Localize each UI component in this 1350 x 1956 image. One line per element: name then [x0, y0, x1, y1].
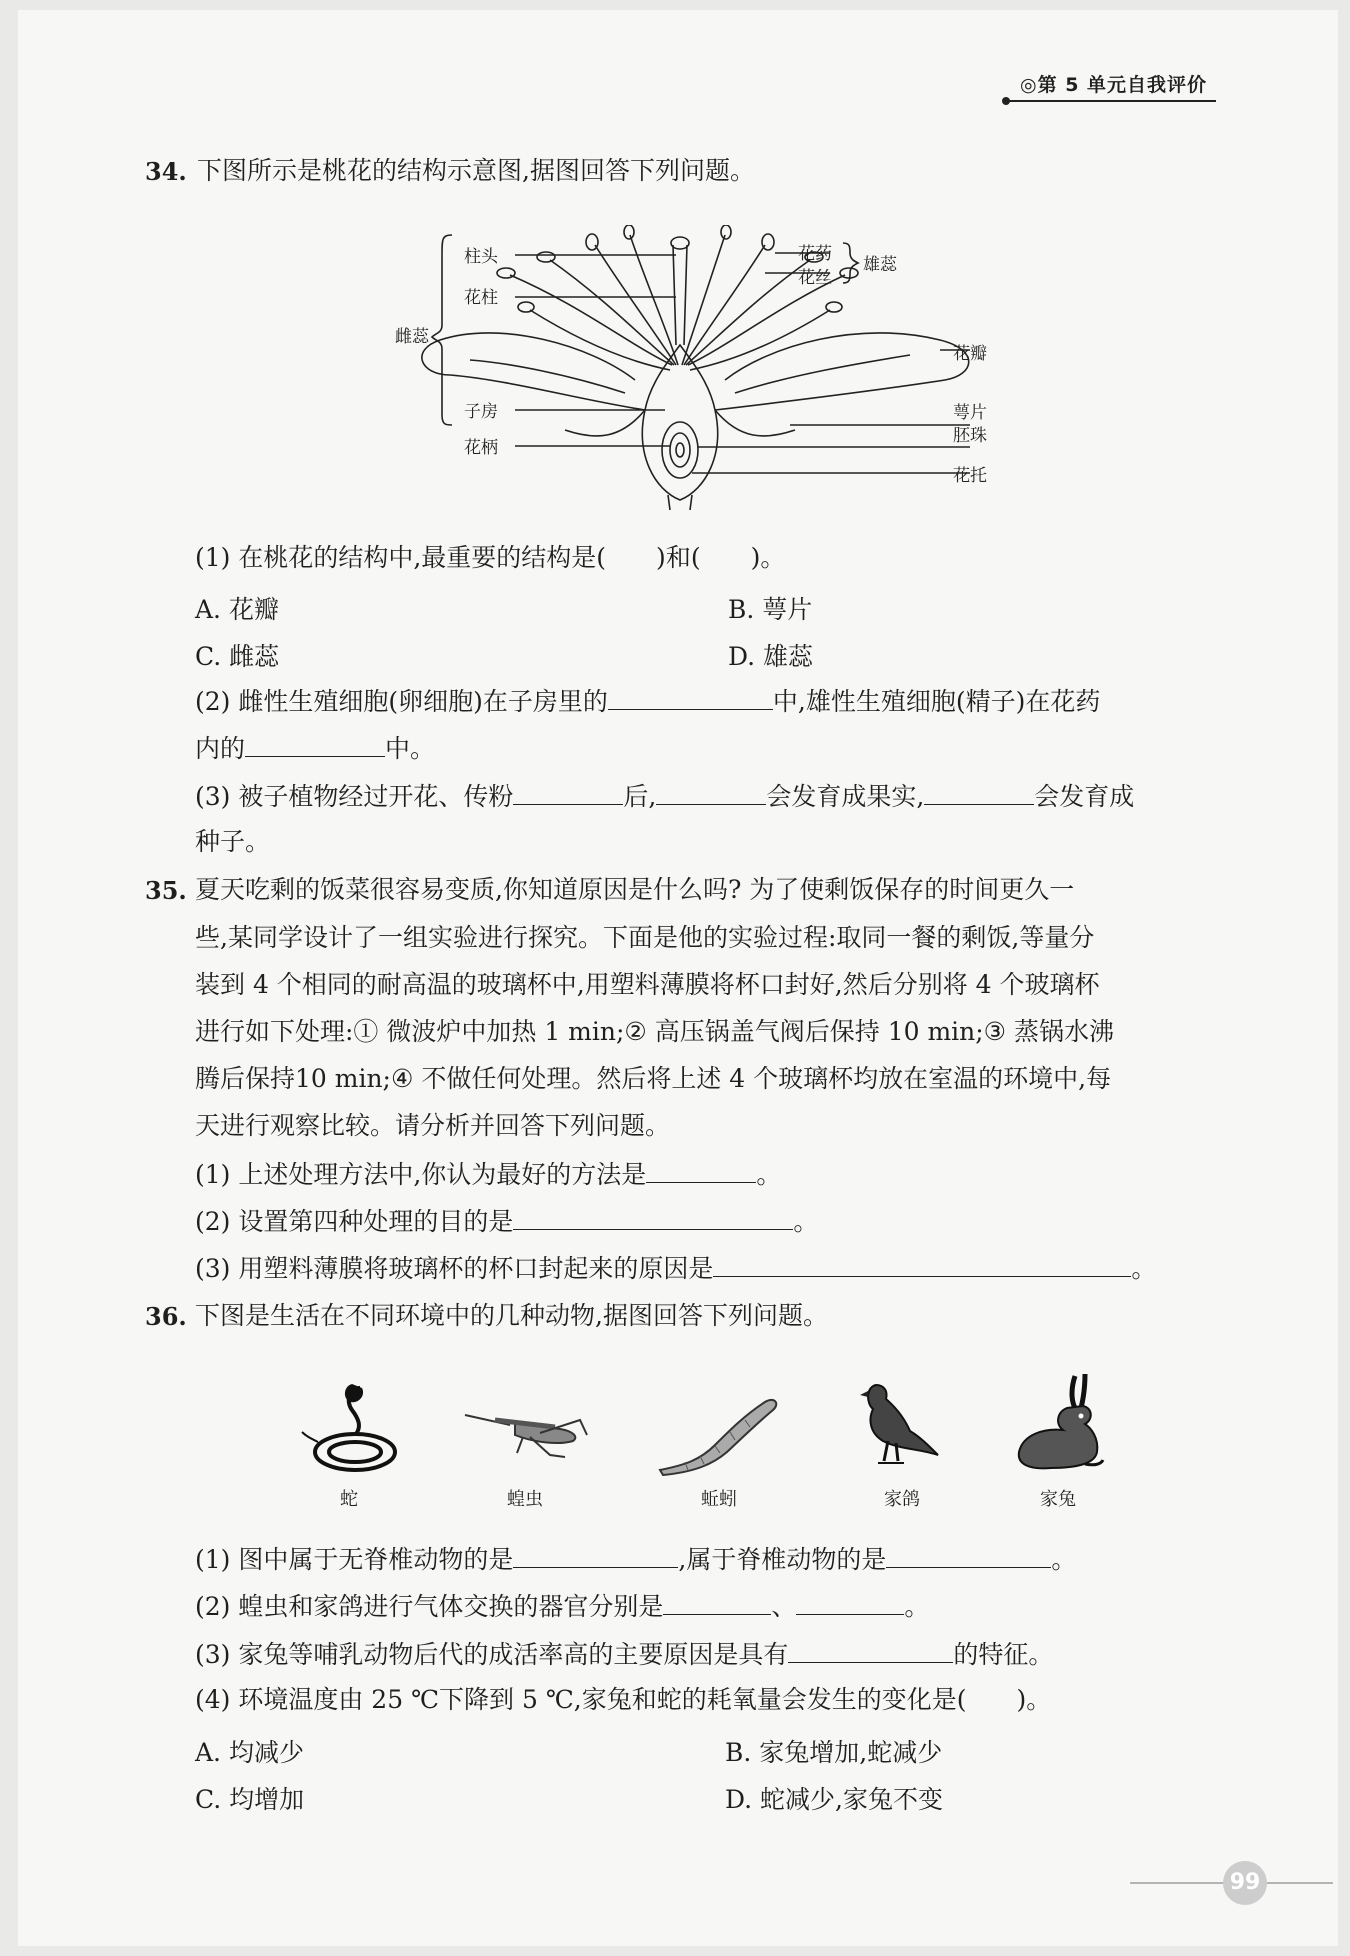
q34-sub2-line1: [195, 687, 1100, 714]
q36-sub3: [195, 1640, 1053, 1667]
animal-label-pigeon: 家鸽: [884, 1489, 920, 1510]
q35-sub3-text: (3) 用塑料薄膜将玻璃杯的杯口封起来的原因是: [195, 1254, 714, 1283]
q34-sub2-text-a: (2) 雌性生殖细胞(卵细胞)在子房里的: [195, 687, 608, 716]
unit-header: ◎第 5 单元自我评价: [1020, 74, 1208, 96]
q35-line: 腾后保持10 min;④ 不做任何处理。然后将上述 4 个玻璃杯均放在室温的环境中,每: [195, 1064, 1112, 1093]
animal-label-snake: 蛇: [340, 1489, 358, 1510]
q36-sub2-text-a: (2) 蝗虫和家鸽进行气体交换的器官分别是: [195, 1592, 664, 1621]
question-34-stem: 下图所示是桃花的结构示意图,据图回答下列问题。: [197, 156, 755, 185]
q34-sub3-text-c: 会发育成果实,: [766, 782, 925, 811]
q34-sub1: (1) 在桃花的结构中,最重要的结构是( )和( )。: [195, 543, 786, 572]
footer-rule-left: [1130, 1882, 1225, 1884]
question-34-number: 34.: [145, 157, 187, 186]
answer-blank[interactable]: [788, 1640, 953, 1663]
answer-blank[interactable]: [513, 782, 623, 805]
answer-blank[interactable]: [886, 1545, 1051, 1568]
q34-option-c: C. 雌蕊: [195, 642, 280, 671]
q36-option-a: A. 均减少: [195, 1738, 304, 1767]
label-stamen: 雄蕊: [863, 255, 897, 275]
q36-option-c: C. 均增加: [195, 1785, 305, 1814]
q36-sub1-text-a: (1) 图中属于无脊椎动物的是: [195, 1545, 514, 1574]
answer-blank[interactable]: [245, 734, 385, 757]
header-rule: [1008, 100, 1216, 102]
q36-sub1-text-b: ,属于脊椎动物的是: [678, 1545, 887, 1574]
animal-label-earthworm: 蚯蚓: [701, 1489, 737, 1510]
pigeon-icon: [848, 1375, 948, 1475]
page-number: 99: [1223, 1861, 1267, 1905]
rabbit-icon: [1005, 1368, 1115, 1478]
q34-option-a: A. 花瓣: [195, 595, 279, 624]
answer-blank[interactable]: [796, 1592, 904, 1615]
q34-sub2-text-d: 中。: [385, 734, 436, 763]
q36-option-d: D. 蛇减少,家兔不变: [725, 1785, 943, 1814]
q35-line: 夏天吃剩的饭菜很容易变质,你知道原因是什么吗? 为了使剩饭保存的时间更久一: [195, 875, 1075, 904]
question-35-number: 35.: [145, 876, 187, 905]
period: 。: [904, 1592, 930, 1621]
label-ovary: 子房: [464, 402, 498, 422]
q34-sub3-text-a: (3) 被子植物经过开花、传粉: [195, 782, 514, 811]
answer-blank[interactable]: [924, 782, 1034, 805]
label-ovule: 胚珠: [953, 426, 987, 446]
q36-sub4: (4) 环境温度由 25 ℃下降到 5 ℃,家兔和蛇的耗氧量会发生的变化是( )。: [195, 1685, 1052, 1714]
question-36-number: 36.: [145, 1302, 187, 1331]
q36-sub3-text-b: 的特征。: [953, 1640, 1054, 1669]
answer-blank[interactable]: [513, 1545, 678, 1568]
peach-flower-diagram: [380, 225, 1020, 515]
q34-sub3-line2: 种子。: [195, 827, 271, 856]
q36-sub3-text-a: (3) 家兔等哺乳动物后代的成活率高的主要原因是具有: [195, 1640, 789, 1669]
q35-line: 天进行观察比较。请分析并回答下列问题。: [195, 1111, 671, 1140]
label-anther: 花药: [798, 244, 832, 264]
earthworm-icon: [655, 1390, 785, 1480]
q35-sub1-text: (1) 上述处理方法中,你认为最好的方法是: [195, 1160, 647, 1189]
q35-line: 装到 4 个相同的耐高温的玻璃杯中,用塑料薄膜将杯口封好,然后分别将 4 个玻璃杯: [195, 970, 1100, 999]
label-sepal: 萼片: [953, 403, 987, 423]
label-stigma: 柱头: [464, 247, 498, 267]
q35-line: 进行如下处理:① 微波炉中加热 1 min;② 高压锅盖气阀后保持 10 min;③ 蒸锅水沸: [195, 1017, 1115, 1046]
q34-sub2-text-b: 中,雄性生殖细胞(精子)在花药: [772, 687, 1101, 716]
grasshopper-icon: [455, 1395, 595, 1465]
label-petal: 花瓣: [953, 344, 987, 364]
q34-sub3-text-b: 后,: [623, 782, 657, 811]
q34-option-d: D. 雄蕊: [728, 642, 814, 671]
answer-blank[interactable]: [646, 1160, 756, 1183]
label-stalk: 花柄: [464, 438, 498, 458]
q36-sub2-text-b: 、: [771, 1592, 797, 1621]
animal-label-rabbit: 家兔: [1040, 1489, 1076, 1510]
label-pistil: 雌蕊: [395, 327, 429, 347]
answer-blank[interactable]: [513, 1207, 793, 1230]
question-36-stem: 下图是生活在不同环境中的几种动物,据图回答下列问题。: [195, 1301, 828, 1330]
q36-option-b: B. 家兔增加,蛇减少: [725, 1738, 943, 1767]
period: 。: [793, 1207, 819, 1236]
q35-sub3: [195, 1254, 1156, 1281]
label-filament: 花丝: [798, 268, 832, 288]
answer-blank[interactable]: [608, 687, 773, 710]
q35-sub2: [195, 1207, 818, 1234]
q34-sub3-text-d: 会发育成: [1034, 782, 1135, 811]
q34-sub3-line1: [195, 782, 1134, 809]
label-receptacle: 花托: [953, 466, 987, 486]
label-style: 花柱: [464, 288, 498, 308]
period: 。: [1051, 1545, 1077, 1574]
q35-sub2-text: (2) 设置第四种处理的目的是: [195, 1207, 514, 1236]
q34-sub2-line2: [195, 734, 435, 761]
q36-sub2: [195, 1592, 929, 1619]
q35-sub1: [195, 1160, 781, 1187]
period: 。: [756, 1160, 782, 1189]
q35-line: 些,某同学设计了一组实验进行探究。下面是他的实验过程:取同一餐的剩饭,等量分: [195, 923, 1095, 952]
footer-rule-right: [1265, 1882, 1333, 1884]
q34-option-b: B. 萼片: [728, 595, 813, 624]
q34-sub2-text-c: 内的: [195, 734, 246, 763]
period: 。: [1131, 1254, 1157, 1283]
q36-sub1: [195, 1545, 1076, 1572]
animal-label-grasshopper: 蝗虫: [507, 1489, 543, 1510]
snake-icon: [300, 1380, 410, 1480]
answer-blank[interactable]: [713, 1254, 1131, 1277]
answer-blank[interactable]: [663, 1592, 771, 1615]
answer-blank[interactable]: [656, 782, 766, 805]
